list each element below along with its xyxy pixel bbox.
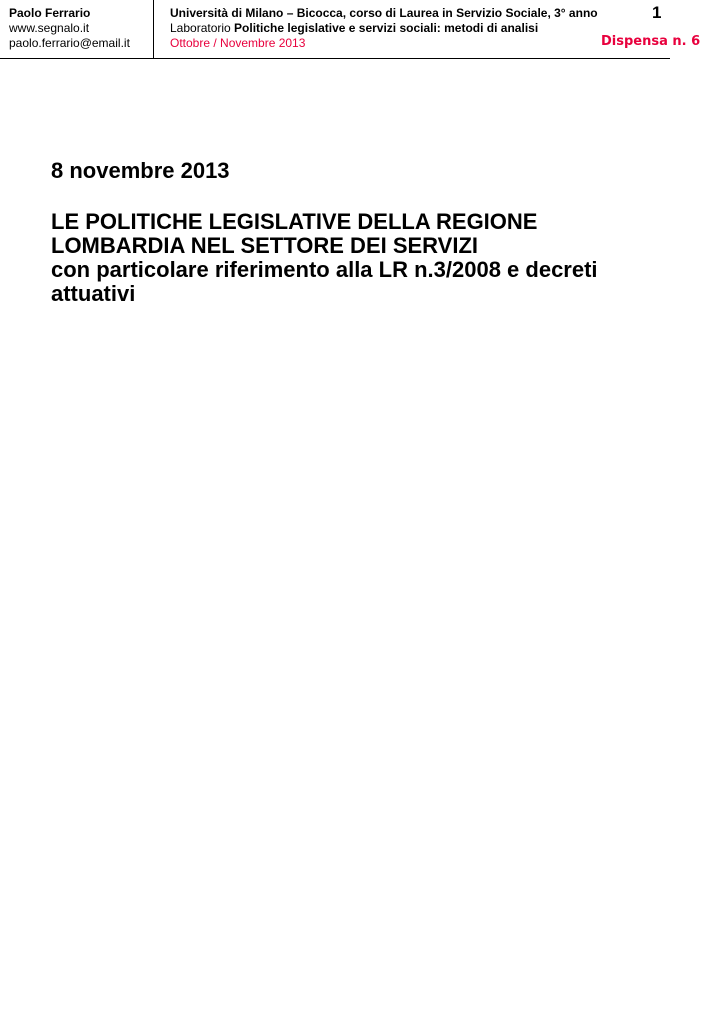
title-line: con particolare riferimento alla LR n.3/2008 e decreti [51, 257, 598, 282]
author-block [9, 6, 130, 51]
lab-line [170, 21, 598, 36]
lab-prefix: Laboratorio [170, 21, 235, 35]
page-header [0, 0, 670, 59]
header-divider [153, 0, 154, 58]
course-line: Università di Milano – Bicocca, corso di Laurea in Servizio Sociale, 3° anno [170, 6, 598, 20]
course-block [170, 6, 598, 51]
author-website: www.segnalo.it [9, 21, 90, 35]
title-line: attuativi [51, 281, 136, 306]
dispensa-label: Dispensa n. 6 [601, 34, 701, 49]
lab-title: Politiche legislative e servizi sociali: metodi di analisi [234, 21, 539, 35]
period: Ottobre / Novembre 2013 [170, 36, 306, 50]
title-line: LOMBARDIA NEL SETTORE DEI SERVIZI [51, 233, 479, 258]
page-number: 1 [652, 3, 662, 22]
document-title [51, 210, 671, 306]
title-line: LE POLITICHE LEGISLATIVE DELLA REGIONE [51, 209, 538, 234]
author-email: paolo.ferrario@email.it [9, 36, 130, 50]
author-name: Paolo Ferrario [9, 6, 91, 20]
date-heading: 8 novembre 2013 [51, 158, 230, 183]
